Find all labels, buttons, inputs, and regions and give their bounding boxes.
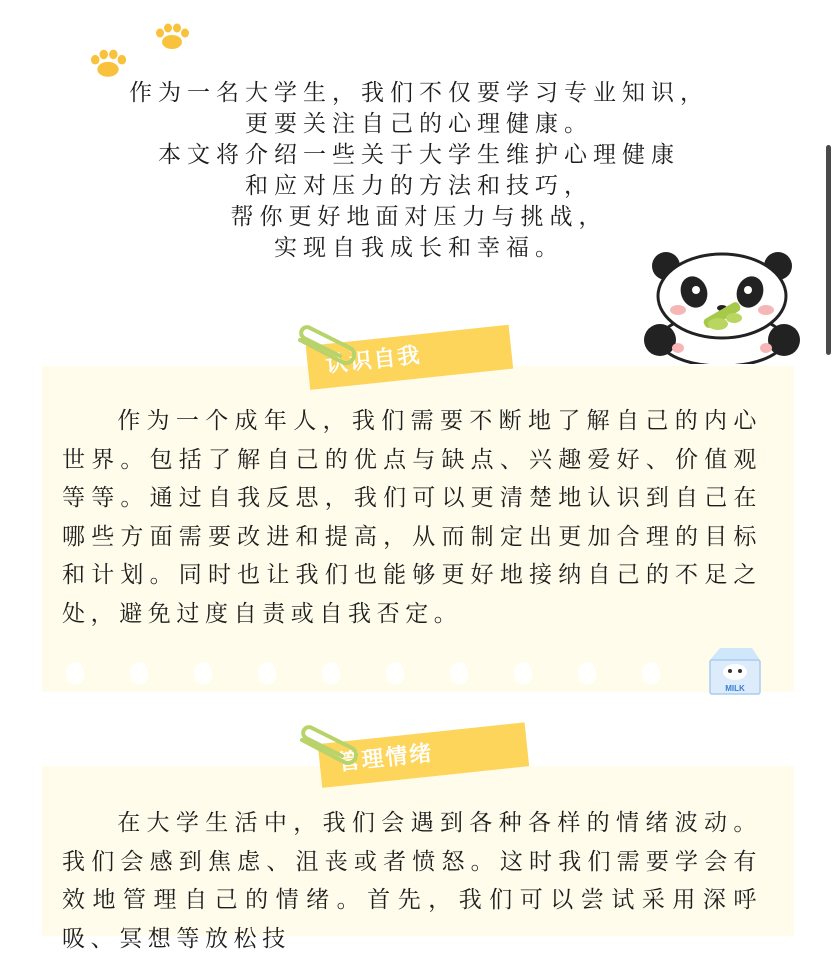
intro-text xyxy=(0,78,838,264)
scrollbar[interactable] xyxy=(826,145,831,355)
intro-line: 帮你更好地面对压力与挑战， xyxy=(230,204,608,230)
section-body-know-yourself: 作为一个成年人，我们需要不断地了解自己的内心世界。包括了解自己的优点与缺点、兴趣爱好、价值观等等。通过自我反思，我们可以更清楚地认识到自己在哪些方面需要改进和提高，从而制定出更加合理的目标和计划。同时也让我们也能够更好地接纳自己的不足之处，避免过度自责或自我否定。 xyxy=(62,408,762,627)
section-body-manage-emotions: 在大学生活中，我们会遇到各种各样的情绪波动。我们会感到焦虑、沮丧或者愤怒。这时我们需要学会有效地管理自己的情绪。首先，我们可以尝试采用深呼吸、冥想等放松技 xyxy=(62,810,762,952)
section-title: 认识自我 xyxy=(324,343,423,379)
intro-line: 本文将介绍一些关于大学生维护心理健康 xyxy=(158,142,680,168)
intro-line: 实现自我成长和幸福。 xyxy=(274,235,564,261)
paw-icon xyxy=(152,22,192,52)
milk-label: MILK xyxy=(725,684,745,693)
intro-line: 作为一名大学生，我们不仅要学习专业知识， xyxy=(129,80,709,106)
panda-sticker xyxy=(642,252,802,364)
intro-line: 和应对压力的方法和技巧， xyxy=(245,173,593,199)
paw-icon xyxy=(86,48,130,80)
bubble-decoration xyxy=(66,662,756,692)
paperclip-icon xyxy=(290,322,360,370)
section-title: 管理情绪 xyxy=(336,741,435,777)
milk-carton-icon xyxy=(702,646,768,696)
intro-line: 更要关注自己的心理健康。 xyxy=(245,111,593,137)
paperclip-icon xyxy=(292,722,362,770)
